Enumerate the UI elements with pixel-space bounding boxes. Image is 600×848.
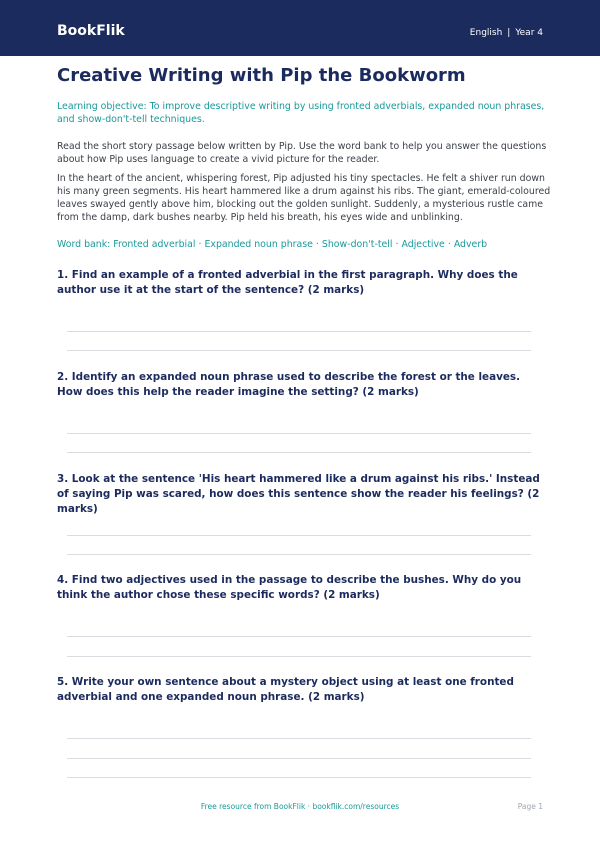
question-3: 3. Look at the sentence 'His heart hammered like a drum against his ribs.' Instead of saying Pip was scared, how does this sentence show the reader his feelings? (2 marks)	[57, 473, 540, 515]
answer-line[interactable]	[67, 535, 531, 536]
answer-line[interactable]	[67, 433, 531, 434]
year-label: Year 4	[515, 28, 543, 38]
learning-objective: Learning objective: To improve descriptive writing by using fronted adverbials, expanded noun phrases, and show-don't-tell techniques.	[57, 101, 545, 125]
meta-separator: |	[507, 28, 511, 38]
answer-line[interactable]	[67, 656, 531, 657]
word-bank-label: Word bank:	[57, 239, 111, 250]
brand-logo-text: BookFlik	[57, 23, 125, 39]
question-5: 5. Write your own sentence about a mystery object using at least one fronted adverbial and one expanded noun phrase. (2 marks)	[57, 676, 514, 703]
answer-line[interactable]	[67, 738, 531, 739]
intro-text: Read the short story passage below written by Pip. Use the word bank to help you answer the questions about how Pip uses language to create a vivid picture for the reader.	[57, 141, 547, 165]
answer-line[interactable]	[67, 758, 531, 759]
word-bank-item: Show-don't-tell	[321, 239, 393, 250]
header-bar	[0, 0, 600, 56]
word-bank	[57, 238, 557, 251]
header-meta	[470, 27, 543, 39]
story-passage: In the heart of the ancient, whispering forest, Pip adjusted his tiny spectacles. He felt a shiver run down his many green segments. His heart hammered like a drum against his ribs. The giant, emerald-coloured leaves swayed gently above him, blocking out the golden sunlight. Suddenly, a mysterious rustle came from the damp, dark bushes nearby. Pip held his breath, his eyes wide and unblinking.	[57, 173, 551, 223]
word-bank-separator: ·	[395, 239, 399, 250]
answer-line[interactable]	[67, 452, 531, 453]
answer-line[interactable]	[67, 636, 531, 637]
word-bank-separator: ·	[447, 239, 451, 250]
word-bank-separator: ·	[315, 239, 319, 250]
page-number: Page 1	[517, 802, 543, 811]
answer-line[interactable]	[67, 350, 531, 351]
answer-line[interactable]	[67, 554, 531, 555]
answer-line[interactable]	[67, 777, 531, 778]
word-bank-item: Adverb	[453, 239, 488, 250]
question-2: 2. Identify an expanded noun phrase used to describe the forest or the leaves. How does this help the reader imagine the setting? (2 marks)	[57, 371, 521, 398]
question-4: 4. Find two adjectives used in the passage to describe the bushes. Why do you think the author chose these specific words? (2 marks)	[57, 574, 522, 601]
footer-text: Free resource from BookFlik · bookflik.com/resources	[200, 802, 400, 811]
word-bank-item: Fronted adverbial	[113, 239, 196, 250]
question-1: 1. Find an example of a fronted adverbial in the first paragraph. Why does the author use it at the start of the sentence? (2 marks)	[57, 269, 518, 296]
word-bank-item: Adjective	[401, 239, 445, 250]
answer-line[interactable]	[67, 331, 531, 332]
word-bank-item: Expanded noun phrase	[204, 239, 313, 250]
subject-label: English	[469, 28, 503, 38]
word-bank-separator: ·	[198, 239, 202, 250]
page-title: Creative Writing with Pip the Bookworm	[57, 65, 466, 86]
